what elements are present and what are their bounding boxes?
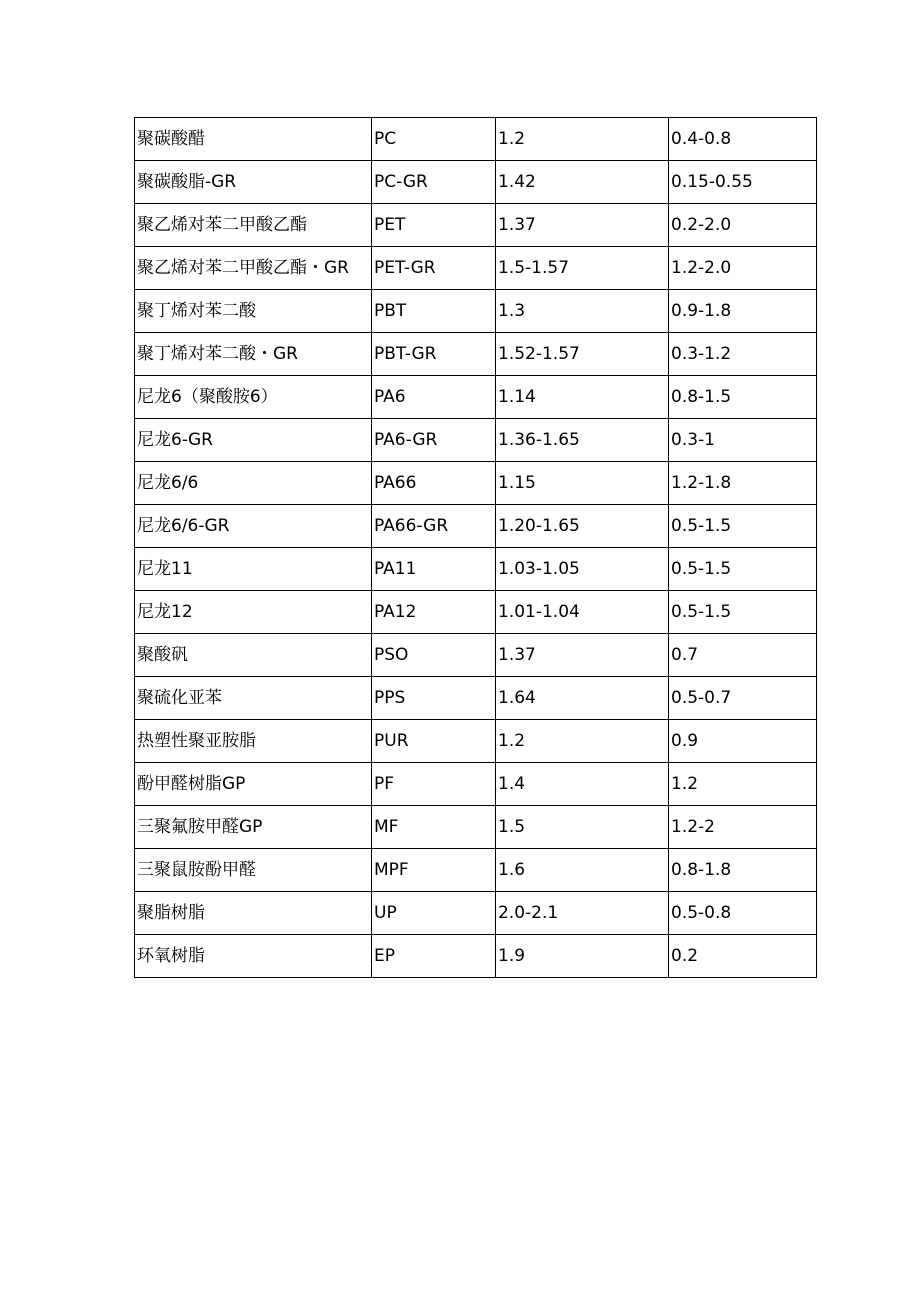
table-row	[135, 806, 817, 849]
density-cell: 1.20-1.65	[496, 505, 669, 548]
plastics-table	[134, 117, 817, 978]
shrinkage-cell: 0.5-0.8	[669, 892, 817, 935]
abbreviation-cell: PPS	[372, 677, 496, 720]
density-cell: 1.03-1.05	[496, 548, 669, 591]
shrinkage-cell: 0.2-2.0	[669, 204, 817, 247]
abbreviation-cell: PET	[372, 204, 496, 247]
material-name-cell: 聚丁烯对苯二酸	[135, 290, 372, 333]
material-name-cell: 尼龙6/6	[135, 462, 372, 505]
material-name-cell: 聚酸矾	[135, 634, 372, 677]
abbreviation-cell: PET-GR	[372, 247, 496, 290]
material-name-cell: 尼龙6（聚酸胺6）	[135, 376, 372, 419]
shrinkage-cell: 0.5-1.5	[669, 548, 817, 591]
table-row	[135, 505, 817, 548]
density-cell: 1.9	[496, 935, 669, 978]
shrinkage-cell: 0.8-1.8	[669, 849, 817, 892]
shrinkage-cell: 0.5-0.7	[669, 677, 817, 720]
abbreviation-cell: PA6	[372, 376, 496, 419]
shrinkage-cell: 0.7	[669, 634, 817, 677]
shrinkage-cell: 1.2-2.0	[669, 247, 817, 290]
shrinkage-cell: 0.5-1.5	[669, 505, 817, 548]
abbreviation-cell: PA66-GR	[372, 505, 496, 548]
table-row	[135, 118, 817, 161]
shrinkage-cell: 0.5-1.5	[669, 591, 817, 634]
density-cell: 1.01-1.04	[496, 591, 669, 634]
table-row	[135, 161, 817, 204]
density-cell: 1.14	[496, 376, 669, 419]
density-cell: 1.5-1.57	[496, 247, 669, 290]
table-row	[135, 591, 817, 634]
shrinkage-cell: 0.2	[669, 935, 817, 978]
table-row	[135, 634, 817, 677]
density-cell: 1.4	[496, 763, 669, 806]
material-name-cell: 尼龙11	[135, 548, 372, 591]
material-name-cell: 聚脂树脂	[135, 892, 372, 935]
table-row	[135, 720, 817, 763]
abbreviation-cell: MPF	[372, 849, 496, 892]
material-name-cell: 三聚鼠胺酚甲醛	[135, 849, 372, 892]
shrinkage-cell: 0.8-1.5	[669, 376, 817, 419]
density-cell: 1.5	[496, 806, 669, 849]
abbreviation-cell: MF	[372, 806, 496, 849]
abbreviation-cell: PC-GR	[372, 161, 496, 204]
abbreviation-cell: EP	[372, 935, 496, 978]
density-cell: 1.2	[496, 118, 669, 161]
abbreviation-cell: PA6-GR	[372, 419, 496, 462]
material-name-cell: 聚碳酸醋	[135, 118, 372, 161]
density-cell: 2.0-2.1	[496, 892, 669, 935]
table-row	[135, 462, 817, 505]
material-name-cell: 尼龙6-GR	[135, 419, 372, 462]
abbreviation-cell: PC	[372, 118, 496, 161]
abbreviation-cell: PA66	[372, 462, 496, 505]
abbreviation-cell: PBT	[372, 290, 496, 333]
table-row	[135, 849, 817, 892]
shrinkage-cell: 0.15-0.55	[669, 161, 817, 204]
abbreviation-cell: PBT-GR	[372, 333, 496, 376]
table-row	[135, 763, 817, 806]
material-name-cell: 聚乙烯对苯二甲酸乙酯	[135, 204, 372, 247]
density-cell: 1.6	[496, 849, 669, 892]
table-row	[135, 419, 817, 462]
table-body	[135, 118, 817, 978]
density-cell: 1.52-1.57	[496, 333, 669, 376]
table-row	[135, 892, 817, 935]
material-name-cell: 聚丁烯对苯二酸・GR	[135, 333, 372, 376]
material-name-cell: 聚硫化亚苯	[135, 677, 372, 720]
shrinkage-cell: 1.2-1.8	[669, 462, 817, 505]
table-row	[135, 247, 817, 290]
shrinkage-cell: 0.4-0.8	[669, 118, 817, 161]
abbreviation-cell: PF	[372, 763, 496, 806]
density-cell: 1.2	[496, 720, 669, 763]
table-row	[135, 677, 817, 720]
material-name-cell: 聚碳酸脂-GR	[135, 161, 372, 204]
density-cell: 1.15	[496, 462, 669, 505]
abbreviation-cell: PA11	[372, 548, 496, 591]
density-cell: 1.64	[496, 677, 669, 720]
material-name-cell: 环氧树脂	[135, 935, 372, 978]
density-cell: 1.42	[496, 161, 669, 204]
shrinkage-cell: 1.2-2	[669, 806, 817, 849]
material-name-cell: 聚乙烯对苯二甲酸乙酯・GR	[135, 247, 372, 290]
material-name-cell: 尼龙12	[135, 591, 372, 634]
density-cell: 1.37	[496, 634, 669, 677]
abbreviation-cell: UP	[372, 892, 496, 935]
density-cell: 1.37	[496, 204, 669, 247]
table-row	[135, 935, 817, 978]
table-row	[135, 290, 817, 333]
table-row	[135, 333, 817, 376]
table-row	[135, 204, 817, 247]
abbreviation-cell: PSO	[372, 634, 496, 677]
table-row	[135, 548, 817, 591]
shrinkage-cell: 0.9	[669, 720, 817, 763]
shrinkage-cell: 1.2	[669, 763, 817, 806]
shrinkage-cell: 0.9-1.8	[669, 290, 817, 333]
material-name-cell: 酚甲醛树脂GP	[135, 763, 372, 806]
material-name-cell: 尼龙6/6-GR	[135, 505, 372, 548]
abbreviation-cell: PA12	[372, 591, 496, 634]
shrinkage-cell: 0.3-1	[669, 419, 817, 462]
table-row	[135, 376, 817, 419]
density-cell: 1.3	[496, 290, 669, 333]
abbreviation-cell: PUR	[372, 720, 496, 763]
material-name-cell: 三聚氟胺甲醛GP	[135, 806, 372, 849]
material-name-cell: 热塑性聚亚胺脂	[135, 720, 372, 763]
shrinkage-cell: 0.3-1.2	[669, 333, 817, 376]
density-cell: 1.36-1.65	[496, 419, 669, 462]
